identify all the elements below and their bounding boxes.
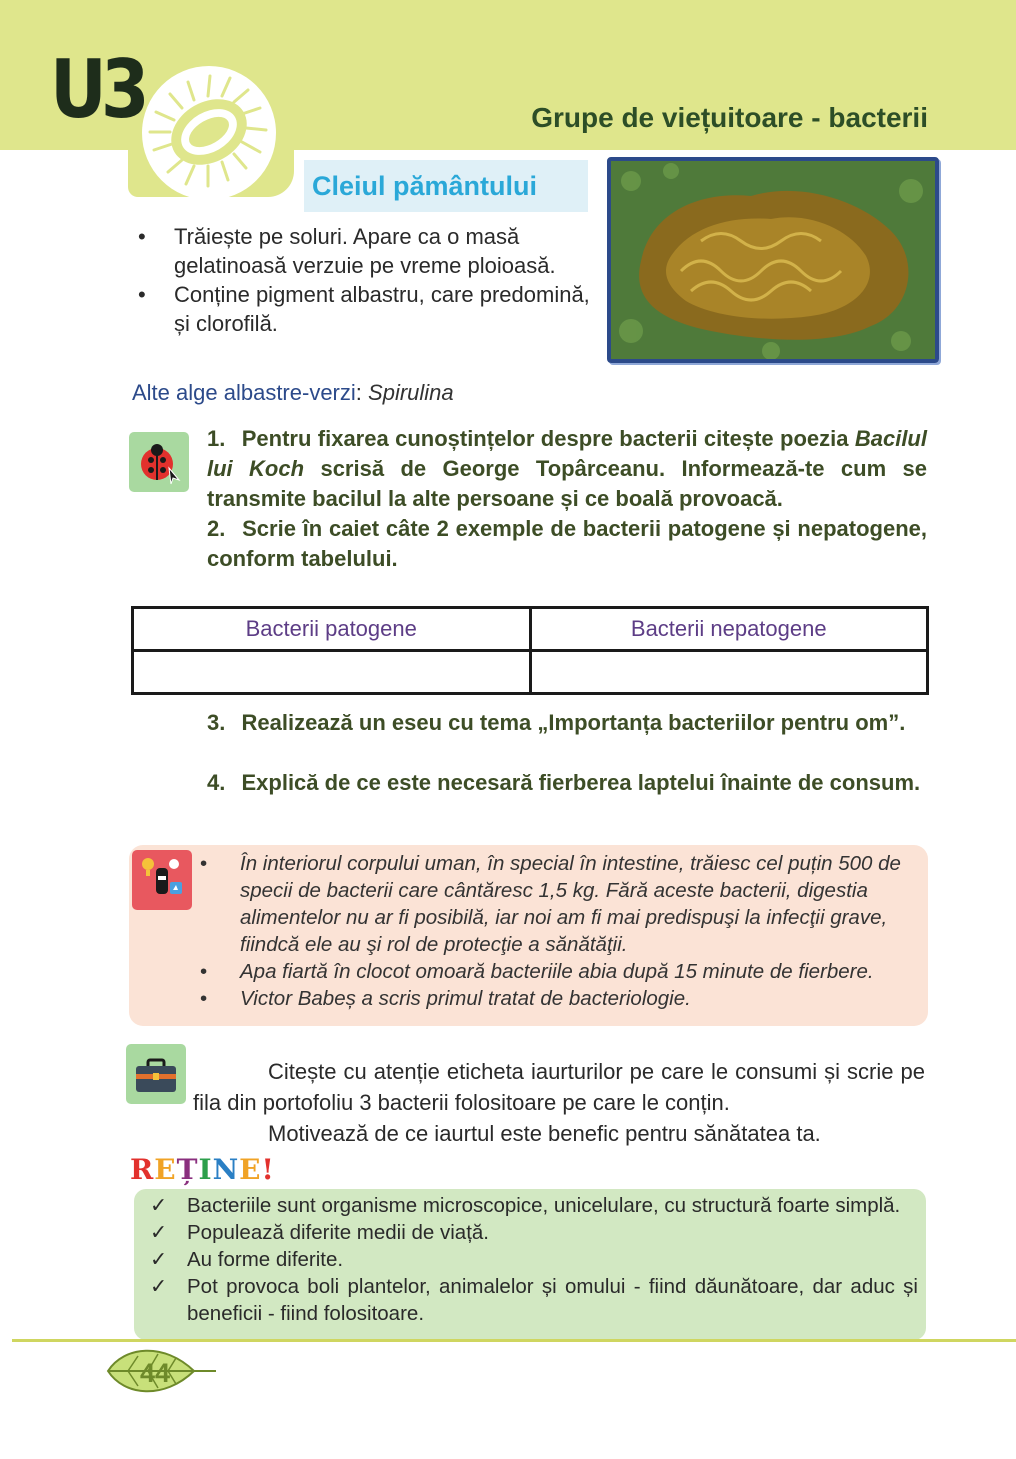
table-header: Bacterii nepatogene: [530, 608, 928, 651]
table-cell[interactable]: [133, 651, 531, 694]
check-icon: ✓: [150, 1194, 168, 1217]
table-cell[interactable]: [530, 651, 928, 694]
retine-letter: E: [239, 1153, 262, 1186]
portfolio-text: [193, 1056, 925, 1149]
bullet-icon: •: [138, 224, 146, 249]
info-list: [200, 850, 924, 1012]
list-item: • Apa fiartă în clocot omoară bacteriile abia după 15 minute de fierbere.: [200, 960, 874, 983]
chapter-title: Grupe de viețuitoare - bacterii: [531, 102, 928, 133]
table-header-row: [133, 608, 928, 651]
retine-letter: R: [130, 1153, 155, 1186]
task-3: 3. Realizează un eseu cu tema „Importanța bacteriilor pentru om”.: [207, 710, 906, 735]
bacteria-icon: [142, 66, 276, 200]
retine-title: [130, 1153, 275, 1186]
bullet-icon: •: [200, 960, 208, 983]
retine-letter: Ț: [176, 1153, 199, 1186]
list-item: • Victor Babeș a scris primul tratat de bacteriologie.: [200, 987, 691, 1010]
task-2: 2. Scrie în caiet câte 2 exemple de bacterii patogene și nepatogene, conform tabelului.: [207, 516, 927, 571]
task-4: 4. Explică de ce este necesară fierberea laptelui înainte de consum.: [207, 770, 921, 795]
bullet-icon: •: [200, 852, 208, 875]
algae-photo: [607, 157, 939, 363]
bullet-icon: •: [138, 282, 146, 307]
list-item: • În interiorul corpului uman, în special în intestine, trăiesc cel puțin 500 de specii de bacterii care cântăresc 1,5 kg. Fără aceste bacterii, digestia alimentelor nu ar fi posibilă, iar noi am fi mai predispuşi la infecţii grave, fiindcă ele au şi rol de protecţie a sănătăţii.: [200, 852, 901, 956]
table-header: Bacterii patogene: [133, 608, 531, 651]
list-item: ✓ Pot provoca boli plantelor, animalelor și omului - fiind dăunătoare, dar aduc și beneficii - fiind folositoare.: [150, 1275, 918, 1325]
other-algae-label: Alte alge albastre-verzi: [132, 380, 356, 405]
retine-letter: N: [212, 1153, 240, 1186]
page-number: 44: [140, 1358, 171, 1388]
poem-title: Bacilul lui Koch: [207, 426, 927, 481]
section-heading: Cleiul pământului: [304, 160, 588, 212]
other-algae-value: Spirulina: [368, 380, 454, 405]
briefcase-icon: [126, 1044, 186, 1104]
portfolio-paragraph: Citește cu atenție eticheta iaurturilor pe care le consumi și scrie pe fila din portofoliu 3 bacterii folositoare pe care le conțin.: [193, 1059, 925, 1115]
list-item: ✓ Bacteriile sunt organisme microscopice, unicelulare, cu structură foarte simplă.: [150, 1194, 901, 1217]
ladybug-icon: [129, 432, 189, 492]
retine-letter: E: [154, 1153, 177, 1186]
retine-letter: !: [261, 1153, 275, 1186]
table-row: [133, 651, 928, 694]
idea-icon: [132, 850, 192, 910]
retine-letter: I: [198, 1153, 213, 1186]
check-icon: ✓: [150, 1248, 168, 1271]
bacteria-table: [131, 606, 929, 695]
list-item: ✓ Au forme diferite.: [150, 1248, 344, 1271]
list-item: • Trăiește pe soluri. Apare ca o masă gelatinoasă verzuie pe vreme ploioasă.: [138, 224, 556, 278]
unit-label: U3: [50, 42, 144, 137]
other-algae: Alte alge albastre-verzi: Spirulina: [132, 380, 454, 405]
bullet-icon: •: [200, 987, 208, 1010]
list-item: ✓ Populează diferite medii de viață.: [150, 1221, 489, 1244]
summary-list: [150, 1192, 918, 1327]
check-icon: ✓: [150, 1221, 168, 1244]
portfolio-paragraph: Motivează de ce iaurtul este benefic pentru sănătatea ta.: [268, 1121, 821, 1146]
task-1: 1. Pentru fixarea cunoștințelor despre bacterii citește poezia Bacilul lui Koch scrisă de George Topârceanu. Informează-te cum se transmite bacilul la alte persoane și ce boală provoacă.: [207, 426, 927, 511]
list-item: • Conține pigment albastru, care predomină, și clorofilă.: [138, 282, 590, 336]
section-bullets: [134, 222, 599, 338]
check-icon: ✓: [150, 1275, 168, 1298]
